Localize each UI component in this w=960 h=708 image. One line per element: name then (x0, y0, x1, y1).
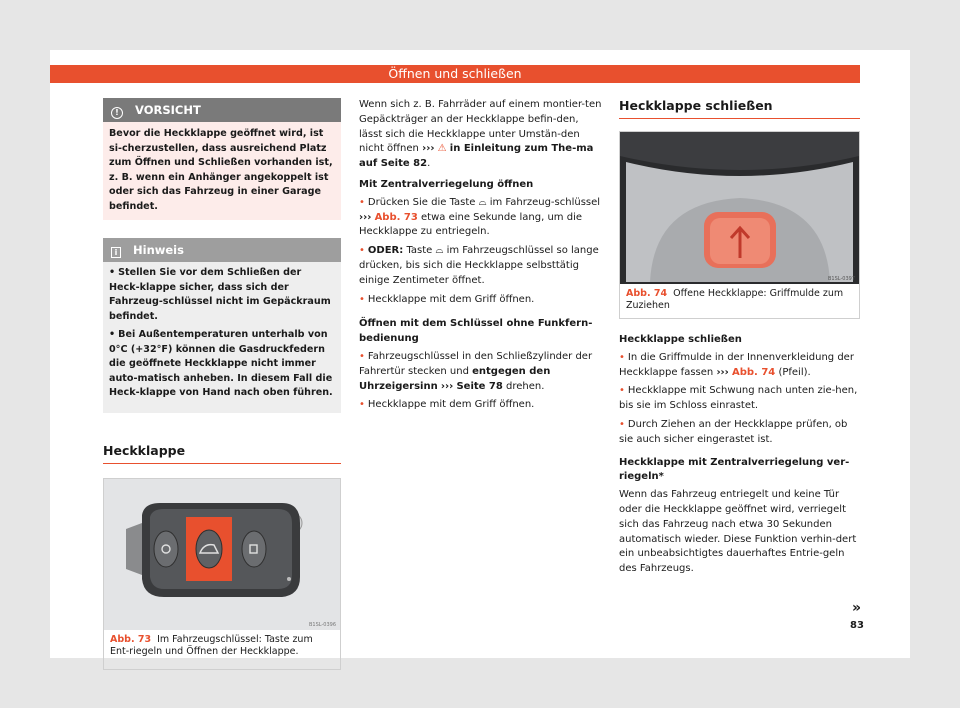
section-title-heckklappe: Heckklappe (103, 443, 341, 464)
chapter-header: Öffnen und schließen (50, 65, 860, 83)
intro-paragraph: Wenn sich z. B. Fahrräder auf einem montier-ten Gepäckträger an der Heckklappe befin-den, lässt sich die Heckklappe unter Umstän-den nicht öffnen ››› ⚠ in Einleitung zum The-ma auf Seite 82. (359, 99, 602, 170)
figure-reference-link[interactable]: Abb. 74 (732, 366, 776, 378)
hint-header (103, 238, 341, 262)
figure-label: Abb. 74 (626, 288, 668, 299)
hint-item: • Bei Außentemperaturen unterhalb von 0°C (+32°F) können die Gasdruckfedern die geöffnete Heckklappe nicht immer auto-matisch anheben. In diesem Fall die Heck-klappe von Hand nach oben führen. (109, 329, 333, 398)
key-fob-drawing (104, 479, 340, 630)
hint-box (103, 238, 341, 413)
info-icon: i (111, 247, 121, 258)
figure-reference-link[interactable]: Abb. 73 (374, 211, 418, 223)
list-item: • In die Griffmulde in der Innenverkleidung der Heckklappe fassen ››› Abb. 74 (Pfeil). (619, 351, 854, 378)
subheading-zentralverriegelung: Mit Zentralverriegelung öffnen (359, 178, 534, 190)
list-item: • Heckklappe mit dem Griff öffnen. (359, 399, 535, 411)
column-right (619, 98, 860, 581)
figure-caption (104, 630, 340, 664)
tailgate-image (620, 132, 859, 284)
cross-reference[interactable]: in Einleitung zum The-ma auf Seite 82 (359, 143, 594, 170)
paragraph: Wenn das Fahrzeug entriegelt und keine Tür oder die Heckklappe geöffnet wird, verriegelt sich das Fahrzeug nach etwa 30 Sekunden automatisch wieder. Diese Funktion verhin-dert ein unbeabsichtigtes dauerhaftes Entrie-geln des Fahrzeugs. (619, 489, 857, 575)
column-left (103, 98, 341, 670)
subheading-ohne-funk: Öffnen mit dem Schlüssel ohne Funkfern-bedienung (359, 318, 593, 345)
section-title-schliessen: Heckklappe schließen (619, 98, 860, 119)
list-item: • Drücken Sie die Taste ⌓ im Fahrzeug-schlüssel ››› Abb. 73 etwa eine Sekunde lang, um die Heckklappe zu entriegeln. (359, 196, 601, 238)
page-reference-link[interactable]: Seite 78 (456, 380, 503, 392)
tailgate-drawing (620, 132, 859, 284)
subheading-heckklappe-schliessen: Heckklappe schließen (619, 334, 742, 345)
figure-caption-text: Offene Heckklappe: Griffmulde zum Zuziehen (626, 288, 844, 311)
list-item: • Heckklappe mit dem Griff öffnen. (359, 293, 535, 305)
list-item: • Fahrzeugschlüssel in den Schließzylinder der Fahrertür stecken und entgegen den Uhrzeigersinn ››› Seite 78 drehen. (359, 350, 593, 392)
hint-body (103, 262, 341, 413)
car-unlock-icon: ⌓ (435, 245, 444, 257)
figure-caption-text: Im Fahrzeugschlüssel: Taste zum Ent-riegeln und Öffnen der Heckklappe. (110, 633, 313, 657)
figure-code: B1SL-0396 (308, 621, 336, 628)
caution-text: Bevor die Heckklappe geöffnet wird, ist si-cherzustellen, dass ausreichend Platz zum Öffnen und Schließen vorhanden ist, z. B. wenn ein Anhänger angekoppelt ist oder sich das Fahrzeug in einer Garage befindet. (109, 128, 333, 212)
list-item: • Heckklappe mit Schwung nach unten zie-hen, bis sie im Schloss einrastet. (619, 385, 858, 412)
figure-73 (103, 478, 341, 670)
caution-title: VORSICHT (135, 103, 201, 117)
page-number: 83 (850, 620, 864, 631)
figure-74 (619, 131, 860, 319)
key-fob-image (104, 479, 340, 630)
caution-box (103, 98, 341, 220)
closing-instructions (619, 333, 860, 577)
list-item: • Durch Ziehen an der Heckklappe prüfen, ob sie auch sicher eingerastet ist. (619, 418, 848, 445)
caution-header (103, 98, 341, 122)
subheading-zentralverriegelung-verriegeln: Heckklappe mit Zentralverriegelung ver-riegeln* (619, 456, 850, 483)
figure-caption (620, 284, 859, 318)
car-unlock-icon: ⌓ (478, 196, 487, 208)
continue-marker: » (852, 600, 862, 616)
caution-icon: ! (111, 107, 123, 119)
warning-triangle-icon: ⚠ (437, 143, 447, 155)
list-item: • ODER: Taste ⌓ im Fahrzeugschlüssel so lange drücken, bis sich die Heckklappe selbsttätig einige Zentimeter öffnet. (359, 245, 599, 286)
hint-item: • Stellen Sie vor dem Schließen der Heck-klappe sicher, dass sich der Fahrzeug-schlüssel nicht im Gepäckraum befindet. (109, 267, 331, 322)
figure-label: Abb. 73 (110, 633, 152, 645)
column-middle (359, 98, 602, 417)
hint-title: Hinweis (133, 243, 184, 257)
figure-code: B1SL-0397 (827, 276, 855, 282)
